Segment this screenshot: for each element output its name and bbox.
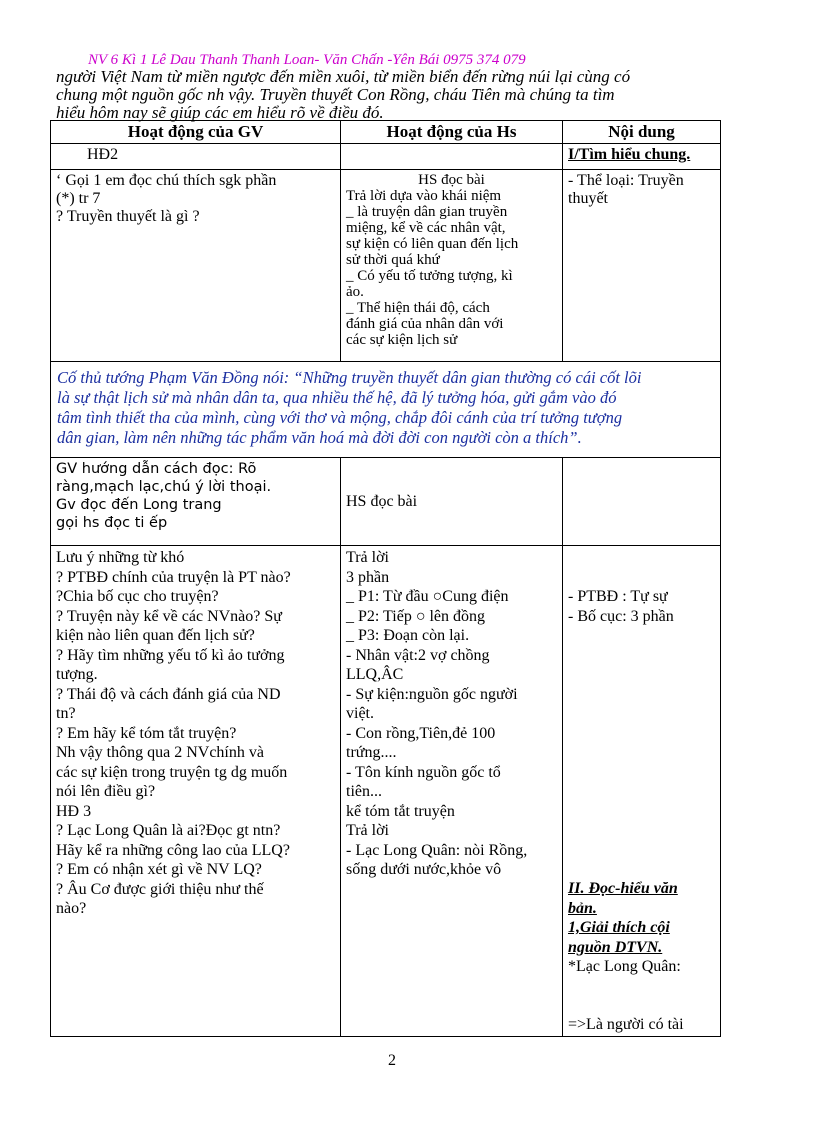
text-line: ? Hãy tìm những yếu tố kì ảo tưởng	[56, 646, 285, 664]
text-line: - Nhân vật:2 vợ chồng	[346, 646, 490, 664]
text-line: kiện nào liên quan đến lịch sử?	[56, 627, 255, 644]
text-line: GV hướng dẫn cách đọc: Rõ	[56, 461, 257, 477]
table-header-row	[51, 121, 721, 144]
text-line: (*) tr 7	[56, 190, 101, 207]
text-line: ? Em hãy kể tóm tắt truyện?	[56, 724, 237, 742]
quote-line: dân gian, làm nên những tác phẩm văn hoá mà đời đời con người còn a thích”.	[57, 428, 582, 447]
spacer	[568, 977, 715, 1015]
text-line: thuyết	[568, 190, 608, 207]
text-line: các sự kiện trong truyện tg dg muốn	[56, 763, 288, 781]
text-line: Trả lời dựa vào khái niệm	[346, 188, 502, 204]
section-heading: bản.	[568, 899, 597, 917]
content-cell	[563, 170, 721, 362]
text-line: _ P2: Tiếp ○ lên đồng	[346, 607, 486, 625]
hs-cell	[341, 546, 563, 1037]
text-line	[568, 548, 715, 568]
spacer	[568, 626, 715, 879]
text-line: sử thời quá khứ	[346, 252, 440, 268]
text-line: ? PTBĐ chính của truyện là PT nào?	[56, 568, 291, 586]
text-line: Hãy kể ra những công lao của LLQ?	[56, 841, 290, 859]
table-row	[51, 144, 721, 170]
quote-line: Cố thủ tướng Phạm Văn Đồng nói: “Những truyền thuyết dân gian thường có cái cốt lõi	[57, 368, 642, 387]
text-line: ‘ Gọi 1 em đọc chú thích sgk phần	[56, 172, 277, 189]
text-line: miệng, kể về các nhân vật,	[346, 220, 506, 236]
text-line: _ P1: Từ đầu ○Cung điện	[346, 588, 509, 605]
text-line: tiên...	[346, 783, 382, 800]
page-header: NV 6 Kì 1 Lê Dau Thanh Thanh Loan- Văn Chấn -Yên Bái 0975 374 079	[88, 52, 526, 68]
hs-cell	[341, 170, 563, 362]
text-line: - PTBĐ : Tự sự	[568, 588, 668, 605]
hd2-cell: HĐ2	[51, 144, 341, 170]
intro-line: chung một nguồn gốc nh vậy. Truyền thuyết Con Rồng, cháu Tiên mà chúng ta tìm	[56, 85, 615, 104]
text-line: ? Thái độ và cách đánh giá của ND	[56, 685, 281, 703]
text-line: - Bố cục: 3 phần	[568, 607, 674, 625]
text-line: ? Truyền thuyết là gì ?	[56, 208, 200, 225]
text-line: sự kiện có liên quan đến lịch	[346, 236, 519, 252]
text-line: HĐ 3	[56, 802, 92, 820]
subsection-heading: nguồn DTVN.	[568, 938, 663, 956]
text-line: - Sự kiện:nguồn gốc người	[346, 685, 518, 703]
text-line: - Thể loại: Truyền	[568, 172, 684, 189]
text-line: ? Âu Cơ được giới thiệu như thế	[56, 880, 264, 898]
table-row	[51, 458, 721, 546]
text-line: ? Truyện này kể về các NVnào? Sự	[56, 607, 282, 625]
text-line	[568, 568, 715, 588]
text-line: - Con rồng,Tiên,đẻ 100	[346, 724, 496, 742]
intro-line: người Việt Nam từ miền ngược đến miền xuôi, từ miền biển đến rừng núi lại cùng có	[56, 67, 631, 86]
header-content: Nội dung	[563, 121, 721, 144]
gv-cell	[51, 546, 341, 1037]
quote-row	[51, 362, 721, 458]
hs-cell: HS đọc bài	[341, 458, 563, 546]
text-line: đánh giá của nhân dân với	[346, 316, 504, 332]
intro-line: hiểu hôm nay sẽ giúp các em hiểu rõ về điều đó.	[56, 103, 384, 122]
text-line: Nh vậy thông qua 2 NVchính và	[56, 744, 264, 761]
text-line: LLQ,ÂC	[346, 666, 404, 683]
subsection-heading: 1,Giải thích cội	[568, 919, 670, 936]
text-line: HS đọc bài	[418, 172, 485, 188]
text-line: Gv đọc đến Long trang	[56, 497, 222, 513]
header-hs: Hoạt động của Hs	[341, 121, 563, 144]
text-line: tượng.	[56, 666, 98, 683]
table-row	[51, 170, 721, 362]
text-line: ? Em có nhận xét gì về NV LQ?	[56, 861, 262, 878]
text-line: ràng,mạch lạc,chú ý lời thoại.	[56, 479, 272, 495]
table-row	[51, 546, 721, 1037]
text-line: tn?	[56, 705, 76, 722]
text-line: - Tôn kính nguồn gốc tổ	[346, 763, 501, 781]
text-line: Trả lời	[346, 822, 389, 839]
text-line: _ Có yếu tố tưởng tượng, kì	[346, 268, 513, 284]
intro-paragraph	[56, 68, 736, 122]
text-line: *Lạc Long Quân:	[568, 958, 681, 975]
text-line: nói lên điều gì?	[56, 783, 156, 800]
text-line: trứng....	[346, 744, 397, 761]
text-line: ? Lạc Long Quân là ai?Đọc gt ntn?	[56, 822, 281, 839]
empty-cell	[341, 144, 563, 170]
text-line: sống dưới nước,khỏe vô	[346, 861, 502, 878]
gv-cell	[51, 458, 341, 546]
text-line: Trả lời	[346, 549, 389, 566]
text-line: nào?	[56, 900, 87, 917]
text-line: _ Thể hiện thái độ, cách	[346, 300, 490, 316]
text-line: - Lạc Long Quân: nòi Rồng,	[346, 841, 528, 859]
text-line: _ là truyện dân gian truyền	[346, 204, 508, 220]
text-line: Lưu ý những từ khó	[56, 549, 185, 566]
text-line: =>Là người có tài	[568, 1015, 684, 1033]
section-heading: II. Đọc-hiểu văn	[568, 880, 678, 897]
header-gv: Hoạt động của GV	[51, 121, 341, 144]
lesson-table	[50, 120, 721, 1037]
section-heading: I/Tìm hiểu chung.	[563, 144, 721, 170]
text-line: các sự kiện lịch sử	[346, 332, 458, 348]
text-line: kể tóm tắt truyện	[346, 802, 455, 820]
text-line: ?Chia bố cục cho truyện?	[56, 588, 219, 605]
empty-cell	[563, 458, 721, 546]
text-line: việt.	[346, 705, 374, 722]
text-line: ảo.	[346, 284, 364, 300]
quote-cell	[51, 362, 721, 458]
page-number: 2	[388, 1052, 396, 1069]
text-line: gọi hs đọc ti ếp	[56, 515, 168, 531]
quote-line: tâm tình thiết tha của mình, cùng với thơ và mộng, chắp đôi cánh của trí tưởng tượng	[57, 408, 623, 427]
text-line: 3 phần	[346, 568, 390, 586]
quote-line: là sự thật lịch sử mà nhân dân ta, qua nhiều thế hệ, đã lý tưởng hóa, gửi gắm vào đó	[57, 388, 617, 407]
gv-cell	[51, 170, 341, 362]
text-line: _ P3: Đoạn còn lại.	[346, 627, 470, 644]
content-cell	[563, 546, 721, 1037]
